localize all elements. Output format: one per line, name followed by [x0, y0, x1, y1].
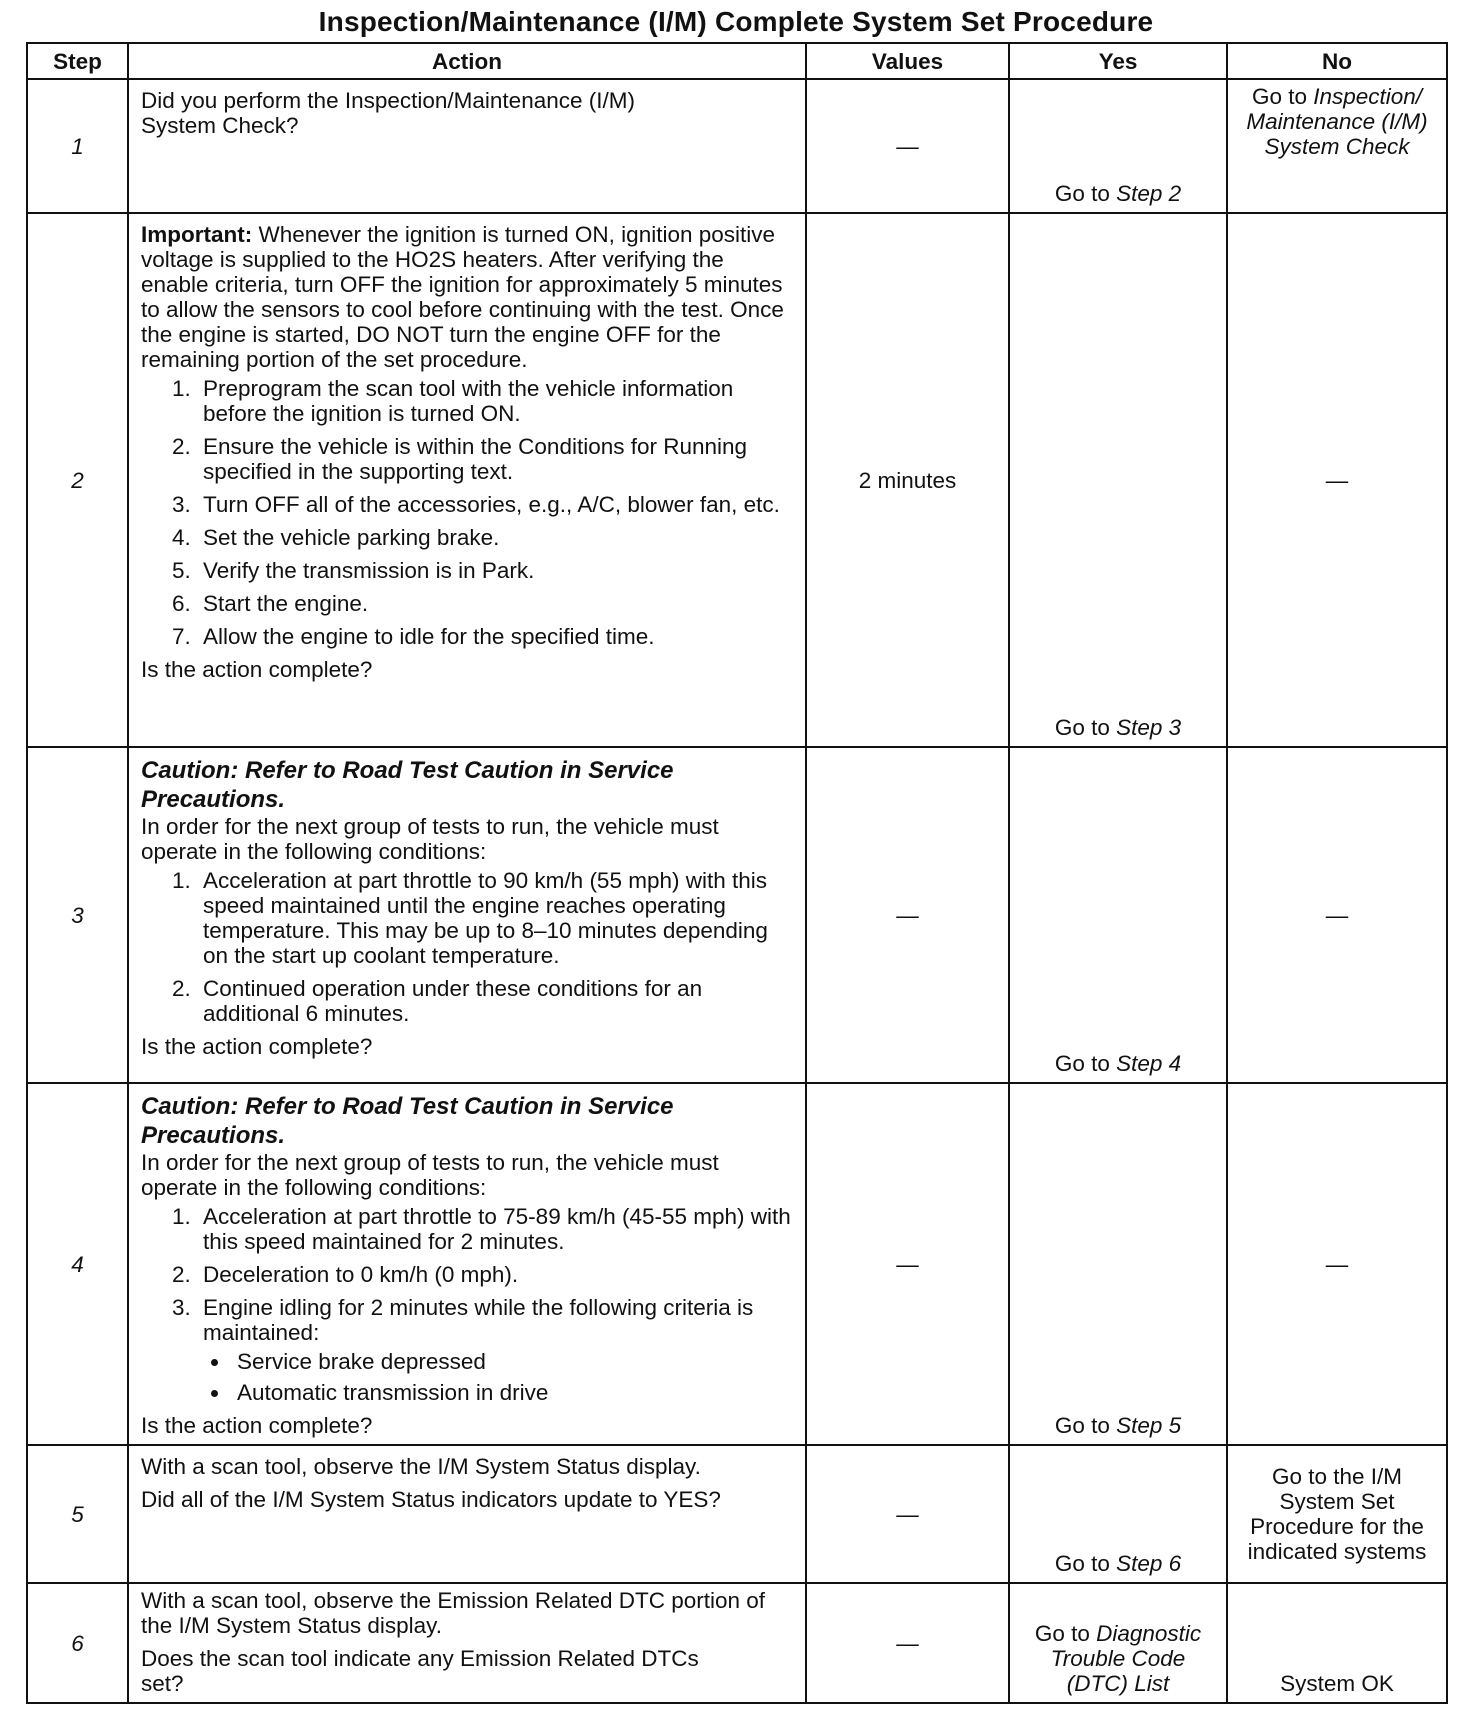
- yes-link[interactable]: Step 6: [1116, 1551, 1182, 1576]
- table-row: [27, 1445, 1447, 1583]
- intro-text: In order for the next group of tests to run, the vehicle must operate in the following conditions:: [141, 814, 719, 864]
- step-number: 4: [27, 1083, 128, 1445]
- action-text: Did you perform the Inspection/Maintenance (I/M) System Check?: [141, 88, 635, 138]
- bullet-item: • Service brake depressed: [231, 1349, 795, 1374]
- list-item: 2. Deceleration to 0 km/h (0 mph).: [197, 1262, 795, 1287]
- no-cell[interactable]: Go to the I/M System Set Procedure for the indicated systems: [1227, 1445, 1447, 1583]
- list-item: 6. Start the engine.: [197, 591, 795, 616]
- procedure-table: [26, 42, 1448, 1704]
- caution-note: Caution: Refer to Road Test Caution in Service Precautions.: [141, 757, 674, 813]
- yes-link[interactable]: Step 3: [1116, 715, 1182, 740]
- step-number: 2: [27, 213, 128, 747]
- criteria-list: [203, 1349, 795, 1405]
- yes-prefix: Go to: [1054, 181, 1117, 206]
- yes-link[interactable]: Step 4: [1116, 1051, 1182, 1076]
- yes-cell: [1009, 1083, 1227, 1445]
- table-row: [27, 747, 1447, 1083]
- table-row: [27, 1083, 1447, 1445]
- important-label: Important:: [141, 222, 253, 247]
- question-text: Is the action complete?: [141, 657, 373, 682]
- action-text: With a scan tool, observe the I/M System Status display.: [141, 1454, 701, 1479]
- list-item: 3. Turn OFF all of the accessories, e.g., A/C, blower fan, etc.: [197, 492, 795, 517]
- value-cell: 2 minutes: [806, 213, 1009, 747]
- yes-prefix: Go to: [1054, 1413, 1117, 1438]
- yes-cell: [1009, 747, 1227, 1083]
- value-cell: —: [806, 1083, 1009, 1445]
- yes-prefix: Go to: [1054, 1051, 1117, 1076]
- important-note: [141, 222, 795, 372]
- header-row: [27, 43, 1447, 79]
- action-steps-list: [141, 1204, 795, 1405]
- header-values: Values: [806, 43, 1009, 79]
- value-cell: —: [806, 747, 1009, 1083]
- list-item: 2. Continued operation under these conditions for an additional 6 minutes.: [197, 976, 795, 1026]
- list-item: 1. Preprogram the scan tool with the vehicle information before the ignition is turned ON.: [197, 376, 795, 426]
- no-prefix: Go to: [1251, 84, 1314, 109]
- no-link[interactable]: Inspection/ Maintenance (I/M) System Check: [1246, 84, 1428, 159]
- yes-prefix: Go to: [1054, 715, 1117, 740]
- yes-prefix: Go to: [1034, 1621, 1097, 1646]
- action-cell: [128, 1083, 806, 1445]
- yes-cell: [1009, 1445, 1227, 1583]
- header-step: Step: [27, 43, 128, 79]
- table-row: [27, 213, 1447, 747]
- action-cell: [128, 79, 806, 213]
- value-cell: —: [806, 79, 1009, 213]
- question-text: Does the scan tool indicate any Emission Related DTCs set?: [141, 1646, 699, 1696]
- value-cell: —: [806, 1445, 1009, 1583]
- action-cell: [128, 213, 806, 747]
- no-cell: —: [1227, 213, 1447, 747]
- list-item: 5. Verify the transmission is in Park.: [197, 558, 795, 583]
- header-action: Action: [128, 43, 806, 79]
- action-text: With a scan tool, observe the Emission Related DTC portion of the I/M System Status display.: [141, 1588, 766, 1638]
- header-yes: Yes: [1009, 43, 1227, 79]
- list-item: 1. Acceleration at part throttle to 75-89 km/h (45-55 mph) with this speed maintained for 2 minutes.: [197, 1204, 795, 1254]
- action-steps-list: [141, 868, 795, 1026]
- page-title: Inspection/Maintenance (I/M) Complete System Set Procedure: [318, 6, 1154, 37]
- action-steps-list: [141, 376, 795, 649]
- yes-cell: [1009, 1583, 1227, 1703]
- intro-text: In order for the next group of tests to run, the vehicle must operate in the following conditions:: [141, 1150, 719, 1200]
- list-item: 4. Set the vehicle parking brake.: [197, 525, 795, 550]
- question-text: Did all of the I/M System Status indicators update to YES?: [141, 1487, 721, 1512]
- no-cell: —: [1227, 747, 1447, 1083]
- yes-link[interactable]: Diagnostic Trouble Code (DTC) List: [1050, 1621, 1202, 1696]
- question-text: Is the action complete?: [141, 1413, 373, 1438]
- no-cell: —: [1227, 1083, 1447, 1445]
- list-item: 2. Ensure the vehicle is within the Conditions for Running specified in the supporting text.: [197, 434, 795, 484]
- header-no: No: [1227, 43, 1447, 79]
- bullet-item: • Automatic transmission in drive: [231, 1380, 795, 1405]
- yes-cell: [1009, 79, 1227, 213]
- table-row: [27, 1583, 1447, 1703]
- caution-note: Caution: Refer to Road Test Caution in Service Precautions.: [141, 1093, 674, 1149]
- action-cell: [128, 1583, 806, 1703]
- yes-cell: [1009, 213, 1227, 747]
- list-item: 7. Allow the engine to idle for the specified time.: [197, 624, 795, 649]
- no-cell: [1227, 79, 1447, 213]
- value-cell: —: [806, 1583, 1009, 1703]
- action-cell: [128, 747, 806, 1083]
- step-number: 6: [27, 1583, 128, 1703]
- list-item: 1. Acceleration at part throttle to 90 km/h (55 mph) with this speed maintained until the engine reaches operating temperature. This may be up to 8–10 minutes depending on the start up coolant temperature.: [197, 868, 795, 968]
- no-cell: System OK: [1227, 1583, 1447, 1703]
- important-text: Whenever the ignition is turned ON, ignition positive voltage is supplied to the HO2S heaters. After verifying the enable criteria, turn OFF the ignition for approximately 5 minutes to allow the sensors to cool before continuing with the test. Once the engine is started, DO NOT turn the engine OFF for the remaining portion of the set procedure.: [141, 222, 784, 372]
- step-number: 1: [27, 79, 128, 213]
- step-number: 3: [27, 747, 128, 1083]
- table-row: [27, 79, 1447, 213]
- question-text: Is the action complete?: [141, 1034, 373, 1059]
- step-number: 5: [27, 1445, 128, 1583]
- list-item: [197, 1295, 795, 1405]
- action-cell: [128, 1445, 806, 1583]
- list-item-text: Engine idling for 2 minutes while the following criteria is maintained:: [203, 1295, 754, 1345]
- yes-link[interactable]: Step 5: [1116, 1413, 1182, 1438]
- yes-link[interactable]: Step 2: [1116, 181, 1182, 206]
- yes-prefix: Go to: [1054, 1551, 1117, 1576]
